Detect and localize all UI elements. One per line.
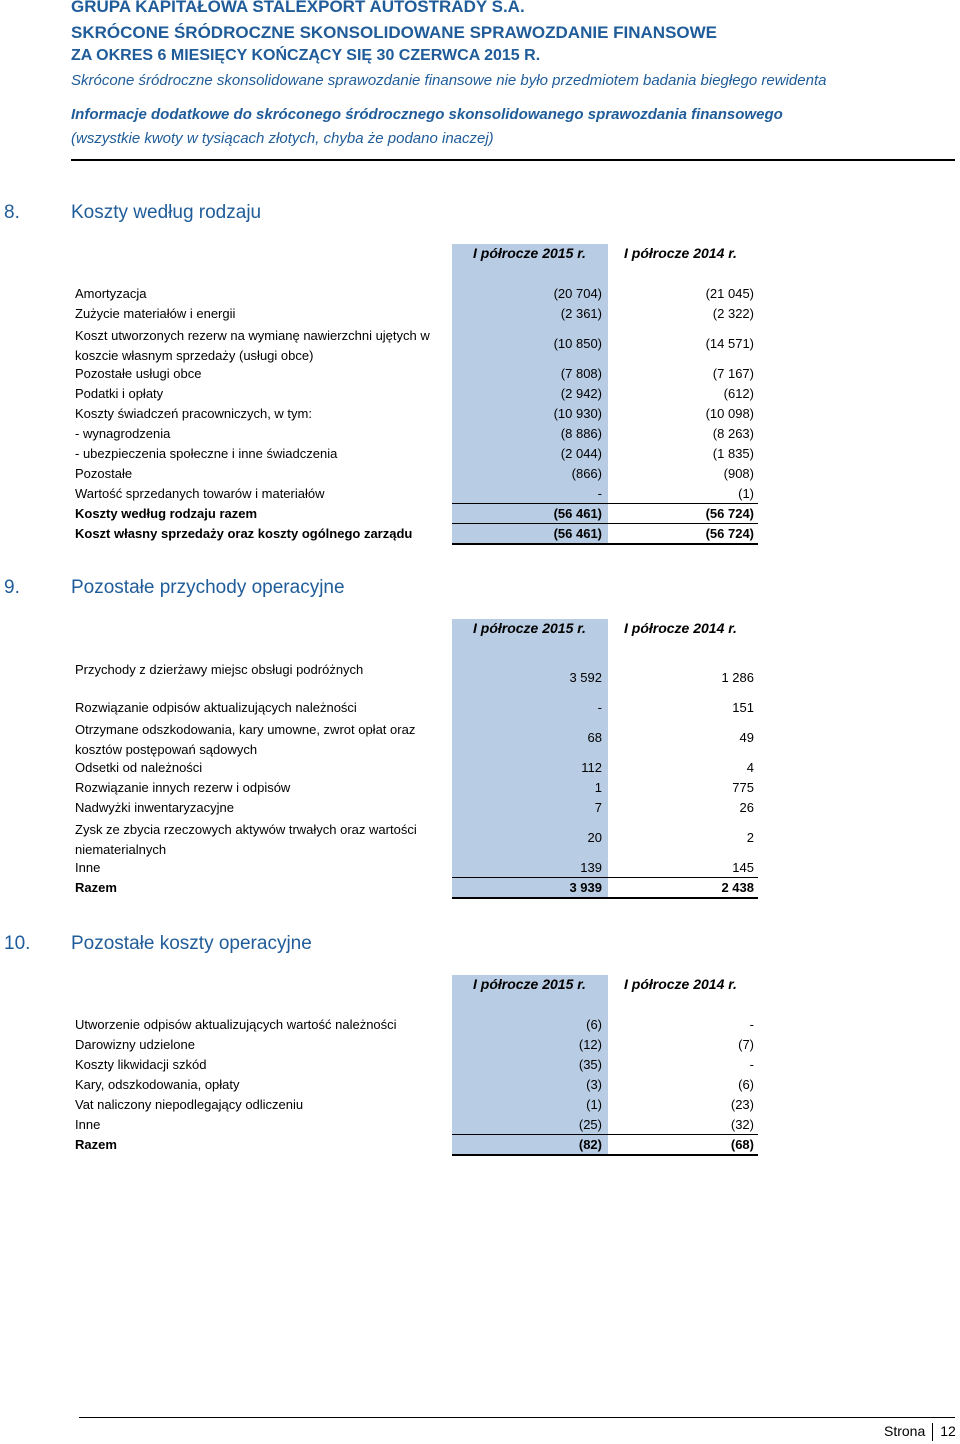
row-value-2015: - [597, 700, 602, 715]
notes-title: Informacje dodatkowe do skróconego śródrocznego skonsolidowanego sprawozdania finansowego [71, 106, 783, 123]
row-label: Przychody z dzierżawy miejsc obsługi podróżnych [75, 662, 364, 677]
row-label: Razem [75, 1137, 117, 1152]
table-row [75, 718, 757, 758]
row-label: Kary, odszkodowania, opłaty [75, 1077, 240, 1092]
row-label: Wartość sprzedanych towarów i materiałów [75, 486, 325, 501]
row-label: Nadwyżki inwentaryzacyjne [75, 800, 234, 815]
row-label: Zużycie materiałów i energii [75, 306, 236, 321]
row-value-2014: (908) [723, 466, 754, 481]
table-row [75, 364, 757, 384]
table-row [75, 878, 757, 898]
table-row [75, 778, 757, 798]
total-underline [452, 897, 608, 899]
row-value-2015: (1) [586, 1097, 602, 1112]
table-row [75, 1135, 757, 1155]
row-value-2014: (7) [738, 1037, 754, 1052]
section-8-col1-header: I półrocze 2015 r. [473, 245, 586, 261]
page-number: 12 [940, 1423, 956, 1439]
row-value-2015: 1 [594, 780, 602, 795]
row-value-2014: 2 438 [721, 880, 754, 895]
table-row [75, 484, 757, 504]
section-8-number: 8. [4, 202, 20, 223]
row-value-2015: (7 808) [560, 366, 602, 381]
total-underline [452, 503, 608, 504]
total-underline [608, 1134, 758, 1135]
row-value-2014: (68) [730, 1137, 754, 1152]
row-value-2014: 151 [732, 700, 754, 715]
row-value-2015: (8 886) [560, 426, 602, 441]
audit-note: Skrócone śródroczne skonsolidowane sprawozdanie finansowe nie było przedmiotem badania biegłego rewidenta [71, 72, 827, 89]
total-underline [608, 877, 758, 878]
row-value-2015: 20 [587, 830, 602, 845]
row-value-2014: 145 [732, 860, 754, 875]
row-value-2014: (32) [730, 1117, 754, 1132]
table-row [75, 504, 757, 524]
page-footer [884, 1423, 956, 1441]
table-row [75, 1015, 757, 1035]
row-value-2015: (10 930) [553, 406, 602, 421]
row-label: Odsetki od należności [75, 760, 203, 775]
row-label: - wynagrodzenia [75, 426, 171, 441]
row-label: Darowizny udzielone [75, 1037, 195, 1052]
row-label: Amortyzacja [75, 286, 147, 301]
row-label: Rozwiązanie innych rezerw i odpisów [75, 780, 291, 795]
row-label: Koszt utworzonych rezerw na wymianę nawierzchni ujętych w koszcie własnym sprzedaży (usługi obce) [75, 328, 430, 363]
row-value-2014: (56 724) [705, 526, 754, 541]
row-value-2014: (14 571) [705, 336, 754, 351]
table-row [75, 1075, 757, 1095]
table-row [75, 818, 757, 858]
row-label: Utworzenie odpisów aktualizujących wartość należności [75, 1017, 397, 1032]
section-9-col2-header: I półrocze 2014 r. [624, 620, 737, 636]
row-value-2015: - [597, 486, 602, 501]
row-label: Pozostałe usługi obce [75, 366, 202, 381]
row-value-2014: - [749, 1017, 754, 1032]
row-label: Inne [75, 1117, 101, 1132]
row-label: Koszty według rodzaju razem [75, 506, 258, 521]
row-value-2015: 3 939 [569, 880, 602, 895]
total-underline [608, 503, 758, 504]
row-label: Vat naliczony niepodlegający odliczeniu [75, 1097, 304, 1112]
row-value-2015: (2 942) [560, 386, 602, 401]
row-value-2014: (7 167) [712, 366, 754, 381]
row-value-2015: 139 [580, 860, 602, 875]
table-row [75, 1035, 757, 1055]
row-value-2015: 7 [594, 800, 602, 815]
table-row [75, 424, 757, 444]
table-row [75, 524, 757, 544]
row-value-2015: 112 [581, 760, 602, 775]
table-row [75, 304, 757, 324]
row-value-2015: (56 461) [553, 526, 602, 541]
row-label: Zysk ze zbycia rzeczowych aktywów trwałych oraz wartości niematerialnych [75, 822, 417, 857]
row-value-2014: (2 322) [712, 306, 754, 321]
row-value-2014: 2 [746, 830, 754, 845]
table-row [75, 1095, 757, 1115]
row-value-2015: (20 704) [553, 286, 602, 301]
table-row [75, 798, 757, 818]
row-value-2014: 49 [739, 730, 754, 745]
table-row [75, 858, 757, 878]
table-row [75, 1055, 757, 1075]
row-value-2015: (82) [578, 1137, 602, 1152]
footer-divider [79, 1417, 955, 1418]
header-divider [71, 159, 955, 161]
row-value-2014: (56 724) [705, 506, 754, 521]
row-value-2014: (23) [730, 1097, 754, 1112]
total-underline [608, 897, 758, 899]
total-underline [452, 1134, 608, 1135]
row-label: Pozostałe [75, 466, 133, 481]
row-value-2014: 1 286 [721, 670, 754, 685]
row-value-2015: 68 [587, 730, 602, 745]
row-value-2014: 4 [746, 760, 754, 775]
row-value-2015: (25) [578, 1117, 602, 1132]
report-period: ZA OKRES 6 MIESIĘCY KOŃCZĄCY SIĘ 30 CZERWCA 2015 R. [71, 47, 541, 64]
table-row [75, 1115, 757, 1135]
table-row [75, 384, 757, 404]
total-underline [608, 523, 758, 524]
row-label: Koszt własny sprzedaży oraz koszty ogólnego zarządu [75, 526, 413, 541]
row-value-2014: (612) [723, 386, 754, 401]
table-row [75, 464, 757, 484]
row-value-2014: (21 045) [705, 286, 754, 301]
section-9-title: Pozostałe przychody operacyjne [71, 577, 345, 598]
row-label: Koszty likwidacji szkód [75, 1057, 207, 1072]
page-label: Strona [884, 1423, 926, 1439]
section-10-number: 10. [4, 933, 31, 954]
table-row [75, 758, 757, 778]
section-10-title: Pozostałe koszty operacyjne [71, 933, 312, 954]
group-name: GRUPA KAPITAŁOWA STALEXPORT AUTOSTRADY S.A. [71, 0, 525, 16]
table-row [75, 404, 757, 424]
section-10-col2-header: I półrocze 2014 r. [624, 976, 737, 992]
row-value-2015: (2 361) [560, 306, 602, 321]
footer-separator [932, 1423, 933, 1441]
row-value-2015: (2 044) [560, 446, 602, 461]
total-underline [452, 523, 608, 524]
table-row [75, 284, 757, 304]
row-label: Koszty świadczeń pracowniczych, w tym: [75, 406, 312, 421]
row-label: - ubezpieczenia społeczne i inne świadczenia [75, 446, 338, 461]
section-10-col1-header: I półrocze 2015 r. [473, 976, 586, 992]
section-9-col1-header: I półrocze 2015 r. [473, 620, 586, 636]
row-value-2015: (12) [578, 1037, 602, 1052]
table-row [75, 324, 757, 364]
table-row [75, 444, 757, 464]
report-title: SKRÓCONE ŚRÓDROCZNE SKONSOLIDOWANE SPRAWOZDANIE FINANSOWE [71, 23, 718, 42]
row-value-2014: (10 098) [705, 406, 754, 421]
row-value-2014: (1) [738, 486, 754, 501]
row-label: Podatki i opłaty [75, 386, 164, 401]
row-value-2014: (6) [738, 1077, 754, 1092]
row-label: Razem [75, 880, 117, 895]
row-label: Rozwiązanie odpisów aktualizujących należności [75, 700, 357, 715]
table-row [75, 698, 757, 718]
amounts-note: (wszystkie kwoty w tysiącach złotych, chyba że podano inaczej) [71, 130, 494, 147]
row-value-2015: (3) [586, 1077, 602, 1092]
row-value-2014: (1 835) [712, 446, 754, 461]
row-value-2015: (866) [571, 466, 602, 481]
row-value-2015: (35) [578, 1057, 602, 1072]
row-label: Inne [75, 860, 101, 875]
row-value-2015: (6) [586, 1017, 602, 1032]
total-underline [452, 543, 608, 545]
row-value-2014: 775 [732, 780, 754, 795]
row-value-2014: (8 263) [712, 426, 754, 441]
total-underline [452, 877, 608, 878]
table-row [75, 658, 757, 698]
section-8-title: Koszty według rodzaju [71, 202, 262, 223]
row-value-2014: 26 [739, 800, 754, 815]
section-9-number: 9. [4, 577, 20, 598]
row-value-2015: (10 850) [553, 336, 602, 351]
row-value-2014: - [749, 1057, 754, 1072]
total-underline [452, 1154, 608, 1156]
row-value-2015: 3 592 [569, 670, 602, 685]
row-value-2015: (56 461) [553, 506, 602, 521]
row-label: Otrzymane odszkodowania, kary umowne, zwrot opłat oraz kosztów postępowań sądowych [75, 722, 416, 757]
section-8-col2-header: I półrocze 2014 r. [624, 245, 737, 261]
total-underline [608, 543, 758, 545]
total-underline [608, 1154, 758, 1156]
